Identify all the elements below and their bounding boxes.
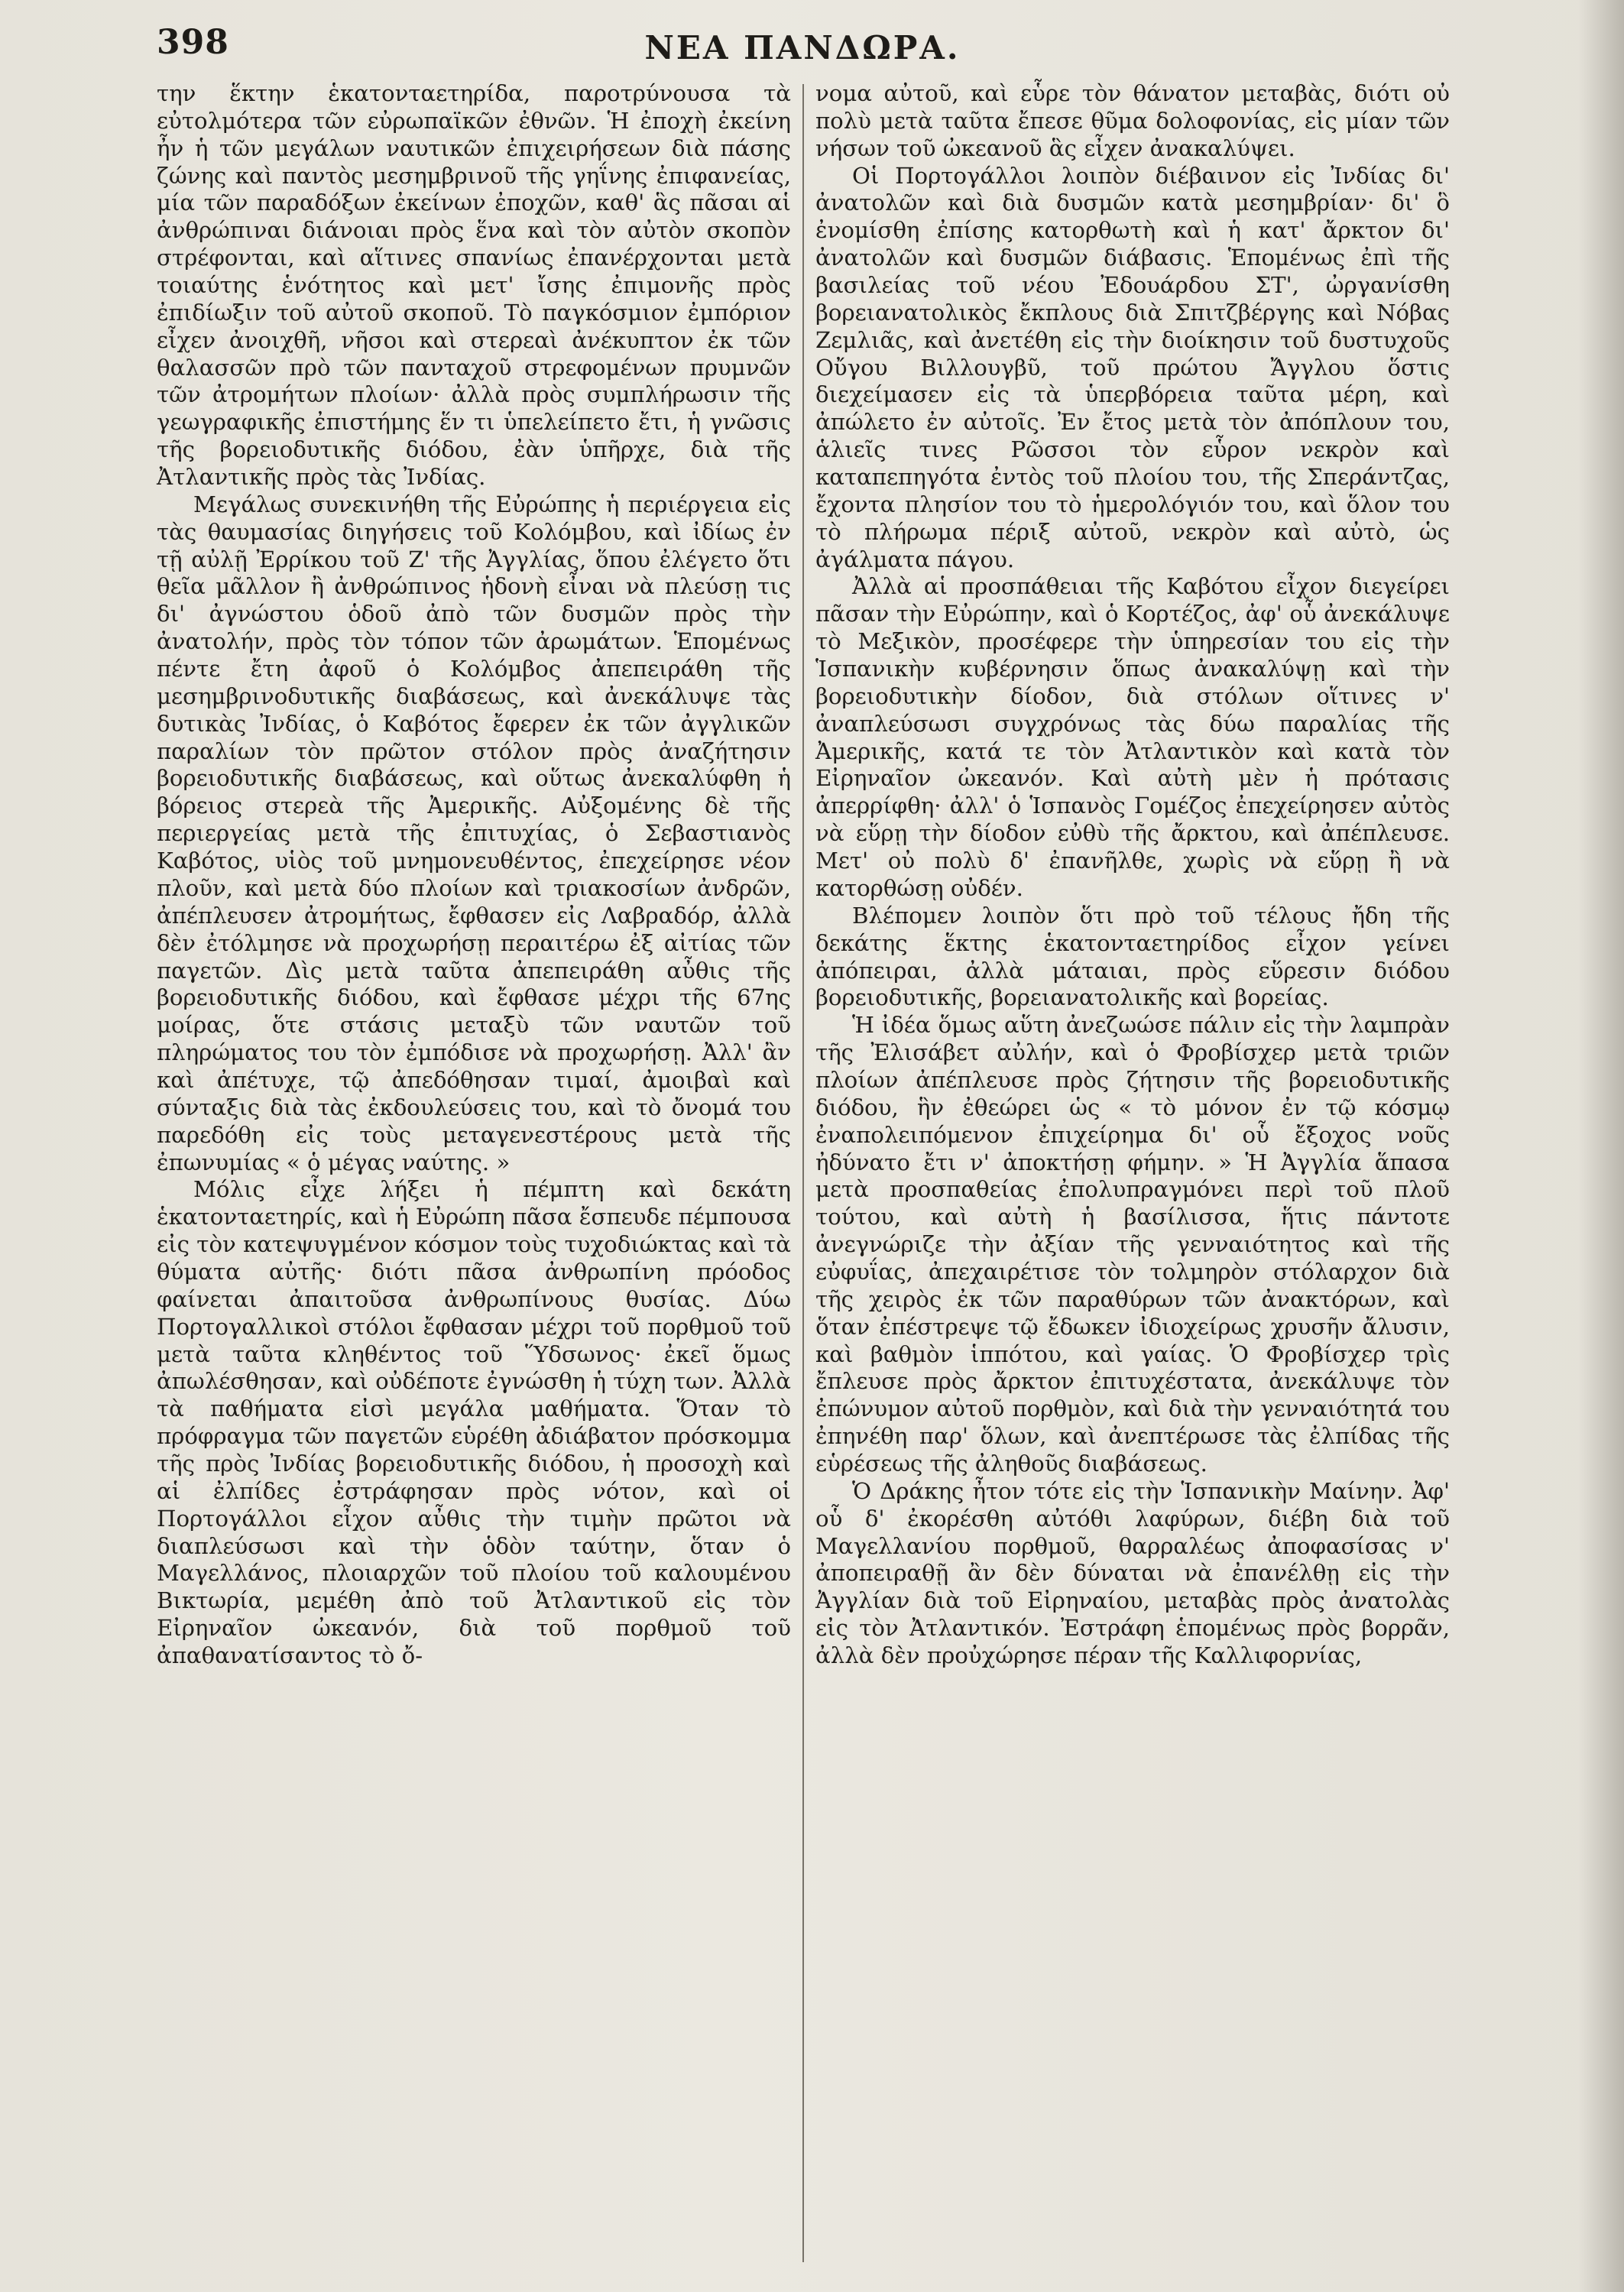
paragraph: Μόλις εἶχε λήξει ἡ πέμπτη καὶ δεκάτη ἑκατονταετηρίς, καὶ ἡ Εὐρώπη πᾶσα ἔσπευδε πέμπουσα εἰς τὸν κατεψυγμένον κόσμον τοὺς τυχοδιώκτας καὶ τὰ θύματα αὐτῆς· διότι πᾶσα ἀνθρωπίνη πρόοδος φαίνεται ἀπαιτοῦσα ἀνθρωπίνους θυσίας. Δύω Πορτογαλλικοὶ στόλοι ἔφθασαν μέχρι τοῦ πορθμοῦ τοῦ μετὰ ταῦτα κληθέντος τοῦ Ὕδσωνος· ἐκεῖ ὅμως ἀπωλέσθησαν, καὶ οὐδέποτε ἐγνώσθη ἡ τύχη των. Ἀλλὰ τὰ παθήματα εἰσὶ μεγάλα μαθήματα. Ὅταν τὸ πρόφραγμα τῶν παγετῶν εὑρέθη ἀδιάβατον πρόσκομμα τῆς πρὸς Ἰνδίας βορειοδυτικῆς διόδου, ἡ προσοχὴ καὶ αἱ ἐλπίδες ἐστράφησαν πρὸς νότον, καὶ οἱ Πορτογάλλοι εἶχον αὖθις τὴν τιμὴν πρῶτοι νὰ διαπλεύσωσι καὶ τὴν ὁδὸν ταύτην, ὅταν ὁ Μαγελλάνος, πλοιαρχῶν τοῦ πλοίου τοῦ καλουμένου Βικτωρία, μεμέθη ἀπὸ τοῦ Ἀτλαντικοῦ εἰς τὸν Εἰρηναῖον ὠκεανόν, διὰ τοῦ πορθμοῦ τοῦ ἀπαθανατίσαντος τὸ ὄ-: [157, 1176, 791, 1668]
paragraph: Μεγάλως συνεκινήθη τῆς Εὐρώπης ἡ περιέργεια εἰς τὰς θαυμασίας διηγήσεις τοῦ Κολόμβου, καὶ ἰδίως ἐν τῇ αὐλῇ Ἐρρίκου τοῦ Ζ' τῆς Ἀγγλίας, ὅπου ἐλέγετο ὅτι θεῖα μᾶλλον ἢ ἀνθρώπινος ἡδονὴ εἶναι νὰ πλεύσῃ τις δι' ἀγνώστου ὁδοῦ ἀπὸ τῶν δυσμῶν πρὸς τὴν ἀνατολήν, πρὸς τὸν τόπον τῶν ἀρωμάτων. Ἑπομένως πέντε ἔτη ἀφοῦ ὁ Κολόμβος ἀπεπειράθη τῆς μεσημβρινοδυτικῆς διαβάσεως, καὶ ἀνεκάλυψε τὰς δυτικὰς Ἰνδίας, ὁ Καβότος ἔφερεν ἐκ τῶν ἀγγλικῶν παραλίων τὸν πρῶτον στόλον πρὸς ἀναζήτησιν βορειοδυτικῆς διαβάσεως, καὶ οὕτως ἀνεκαλύφθη ἡ βόρειος στερεὰ τῆς Ἀμερικῆς. Αὐξομένης δὲ τῆς περιεργείας μετὰ τῆς ἐπιτυχίας, ὁ Σεβαστιανὸς Καβότος, υἱὸς τοῦ μνημονευθέντος, ἐπεχείρησε νέον πλοῦν, καὶ μετὰ δύο πλοίων καὶ τριακοσίων ἀνδρῶν, ἀπέπλευσεν ἀτρομήτως, ἔφθασεν εἰς Λαβραδόρ, ἀλλὰ δὲν ἐτόλμησε νὰ προχωρήσῃ περαιτέρω ἐξ αἰτίας τῶν παγετῶν. Δὶς μετὰ ταῦτα ἀπεπειράθη αὖθις τῆς βορειοδυτικῆς διόδου, καὶ ἔφθασε μέχρι τῆς 67ης μοίρας, ὅτε στάσις μεταξὺ τῶν ναυτῶν τοῦ πληρώματος του τὸν ἐμπόδισε νὰ προχωρήσῃ. Ἀλλ' ἂν καὶ ἀπέτυχε, τῷ ἀπεδόθησαν τιμαί, ἀμοιβαὶ καὶ σύνταξις διὰ τὰς ἐκδουλεύσεις του, καὶ τὸ ὄνομά του παρεδόθη εἰς τοὺς μεταγενεστέρους μετὰ τῆς ἐπωνυμίας « ὁ μέγας ναύτης. »: [157, 491, 791, 1175]
left-column: [157, 80, 791, 2266]
paragraph: Ἀλλὰ αἱ προσπάθειαι τῆς Καβότου εἶχον διεγείρει πᾶσαν τὴν Εὐρώπην, καὶ ὁ Κορτέζος, ἀφ' οὗ ἀνεκάλυψε τὸ Μεξικὸν, προσέφερε τὴν ὑπηρεσίαν του εἰς τὴν Ἱσπανικὴν κυβέρνησιν ὅπως ἀνακαλύψῃ καὶ τὴν βορειοδυτικὴν δίοδον, διὰ στόλων οἵτινες ν' ἀναπλεύσωσι συγχρόνως τὰς δύω παραλίας τῆς Ἀμερικῆς, κατά τε τὸν Ἀτλαντικὸν καὶ κατὰ τὸν Εἰρηναῖον ὠκεανόν. Καὶ αὐτὴ μὲν ἡ πρότασις ἀπερρίφθη· ἀλλ' ὁ Ἱσπανὸς Γομέζος ἐπεχείρησεν αὐτὸς νὰ εὕρῃ τὴν δίοδον εὐθὺ τῆς ἄρκτου, καὶ ἀπέπλευσε. Μετ' οὐ πολὺ δ' ἐπανῆλθε, χωρὶς νὰ εὕρῃ ἢ νὰ κατορθώσῃ οὐδέν.: [815, 573, 1450, 901]
paragraph: Ἡ ἰδέα ὅμως αὕτη ἀνεζωώσε πάλιν εἰς τὴν λαμπρὰν τῆς Ἐλισάβετ αὐλήν, καὶ ὁ Φροβίσχερ μετὰ τριῶν πλοίων ἀπέπλευσε πρὸς ζήτησιν τῆς βορειοδυτικῆς διόδου, ἣν ἐθεώρει ὡς « τὸ μόνον ἐν τῷ κόσμῳ ἐναπολειπόμενον ἐπιχείρημα δι' οὗ ἔξοχος νοῦς ἠδύνατο ἔτι ν' ἀποκτήσῃ φήμην. » Ἡ Ἀγγλία ἅπασα μετὰ προσπαθείας ἐπολυπραγμόνει περὶ τοῦ πλοῦ τούτου, καὶ αὐτὴ ἡ βασίλισσα, ἥτις πάντοτε ἀνεγνώριζε τὴν ἀξίαν τῆς γενναιότητος καὶ τῆς εὐφυΐας, ἀπεχαιρέτισε τὸν τολμηρὸν στόλαρχον διὰ τῆς χειρὸς ἐκ τῶν παραθύρων τῶν ἀνακτόρων, καὶ ὅταν ἐπέστρεψε τῷ ἔδωκεν ἰδιοχείρως χρυσῆν ἄλυσιν, καὶ βαθμὸν ἱππότου, καὶ γαίας. Ὁ Φροβίσχερ τρὶς ἔπλευσε πρὸς ἄρκτον ἐπιτυχέστατα, ἀνεκάλυψε τὸν ἐπώνυμον αὐτοῦ πορθμὸν, καὶ διὰ τὴν γενναιότητά του ἐπηνέθη παρ' ὅλων, καὶ ἀνεπτέρωσε τὰς ἐλπίδας τῆς εὑρέσεως τῆς ἀληθοῦς διαβάσεως.: [815, 1012, 1450, 1477]
paragraph: την ἕκτην ἑκατονταετηρίδα, παροτρύνουσα τὰ εὐτολμότερα τῶν εὐρωπαϊκῶν ἐθνῶν. Ἡ ἐποχὴ ἐκείνη ἦν ἡ τῶν μεγάλων ναυτικῶν ἐπιχειρήσεων διὰ πάσης ζώνης καὶ παντὸς μεσημβρινοῦ τῆς γηΐνης ἐπιφανείας, μία τῶν παραδόξων ἐκείνων ἐποχῶν, καθ' ἃς πᾶσαι αἱ ἀνθρώπιναι διάνοιαι πρὸς ἕνα καὶ τὸν αὐτὸν σκοπὸν στρέφονται, καὶ αἵτινες σπανίως ἐπανέρχονται μετὰ τοιαύτης ἑνότητος καὶ μετ' ἴσης ἐπιμονῆς πρὸς ἐπιδίωξιν τοῦ αὐτοῦ σκοποῦ. Τὸ παγκόσμιον ἐμπόριον εἶχεν ἀνοιχθῆ, νῆσοι καὶ στερεαὶ ἀνέκυπτον ἐκ τῶν θαλασσῶν πρὸ τῶν πανταχοῦ στρεφομένων πρυμνῶν τῶν ἀτρομήτων πλοίων· ἀλλὰ πρὸς συμπλήρωσιν τῆς γεωγραφικῆς ἐπιστήμης ἕν τι ὑπελείπετο ἔτι, ἡ γνῶσις τῆς βορειοδυτικῆς διόδου, ἐὰν ὑπῆρχε, διὰ τῆς Ἀτλαντικῆς πρὸς τὰς Ἰνδίας.: [157, 80, 791, 491]
paragraph: Ὁ Δράκης ἦτον τότε εἰς τὴν Ἱσπανικὴν Μαίνην. Ἀφ' οὗ δ' ἐκορέσθη αὐτόθι λαφύρων, διέβη διὰ τοῦ Μαγελλανίου πορθμοῦ, θαρραλέως ἀποφασίσας ν' ἀποπειραθῇ ἂν δὲν δύναται νὰ ἐπανέλθῃ εἰς τὴν Ἀγγλίαν διὰ τοῦ Εἰρηναίου, μεταβὰς πρὸς ἀνατολὰς εἰς τὸν Ἀτλαντικόν. Ἐστράφη ἑπομένως πρὸς βορρᾶν, ἀλλὰ δὲν προὐχώρησε πέραν τῆς Καλλιφορνίας,: [815, 1477, 1450, 1668]
column-divider: [802, 84, 804, 2262]
paragraph: Βλέπομεν λοιπὸν ὅτι πρὸ τοῦ τέλους ἤδη τῆς δεκάτης ἕκτης ἑκατονταετηρίδος εἶχον γείνει ἀπόπειραι, ἀλλὰ μάταιαι, πρὸς εὕρεσιν διόδου βορειοδυτικῆς, βορειανατολικῆς καὶ βορείας.: [815, 902, 1450, 1011]
page-header: [157, 23, 1448, 76]
page-edge-shadow: [1578, 0, 1624, 2292]
right-column: [815, 80, 1450, 2266]
paragraph: νομα αὐτοῦ, καὶ εὗρε τὸν θάνατον μεταβὰς, διότι οὐ πολὺ μετὰ ταῦτα ἔπεσε θῦμα δολοφονίας, εἰς μίαν τῶν νήσων τοῦ ὠκεανοῦ ἃς εἶχεν ἀνακαλύψει.: [815, 80, 1450, 161]
running-title: ΝΕΑ ΠΑΝΔΩΡΑ.: [644, 29, 961, 66]
page-number: 398: [157, 23, 229, 62]
paragraph: Οἱ Πορτογάλλοι λοιπὸν διέβαινον εἰς Ἰνδίας δι' ἀνατολῶν καὶ διὰ δυσμῶν κατὰ μεσημβρίαν· δι' ὃ ἐνομίσθη ἐπίσης κατορθωτὴ καὶ ἡ κατ' ἄρκτον δι' ἀνατολῶν καὶ δυσμῶν διάβασις. Ἑπομένως ἐπὶ τῆς βασιλείας τοῦ νέου Ἐδουάρδου ΣΤ', ὠργανίσθη βορειανατολικὸς ἔκπλους διὰ Σπιτζβέργης καὶ Νόβας Ζεμλιᾶς, καὶ ἀνετέθη εἰς τὴν διοίκησιν τοῦ δυστυχοῦς Οὔγου Βιλλουγβῦ, τοῦ πρώτου Ἄγγλου ὅστις διεχείμασεν εἰς τὰ ὑπερβόρεια ταῦτα μέρη, καὶ ἀπώλετο ἐν αὐτοῖς. Ἐν ἔτος μετὰ τὸν ἀπόπλουν του, ἁλιεῖς τινες Ρῶσσοι τὸν εὗρον νεκρὸν καὶ καταπεπηγότα ἐντὸς τοῦ πλοίου του, τῆς Σπεράντζας, ἔχοντα πλησίον του τὸ ἡμερολόγιόν του, καὶ ὅλον του τὸ πλήρωμα πέριξ αὐτοῦ, νεκρὸν καὶ αὐτὸ, ὡς ἀγάλματα πάγου.: [815, 162, 1450, 572]
